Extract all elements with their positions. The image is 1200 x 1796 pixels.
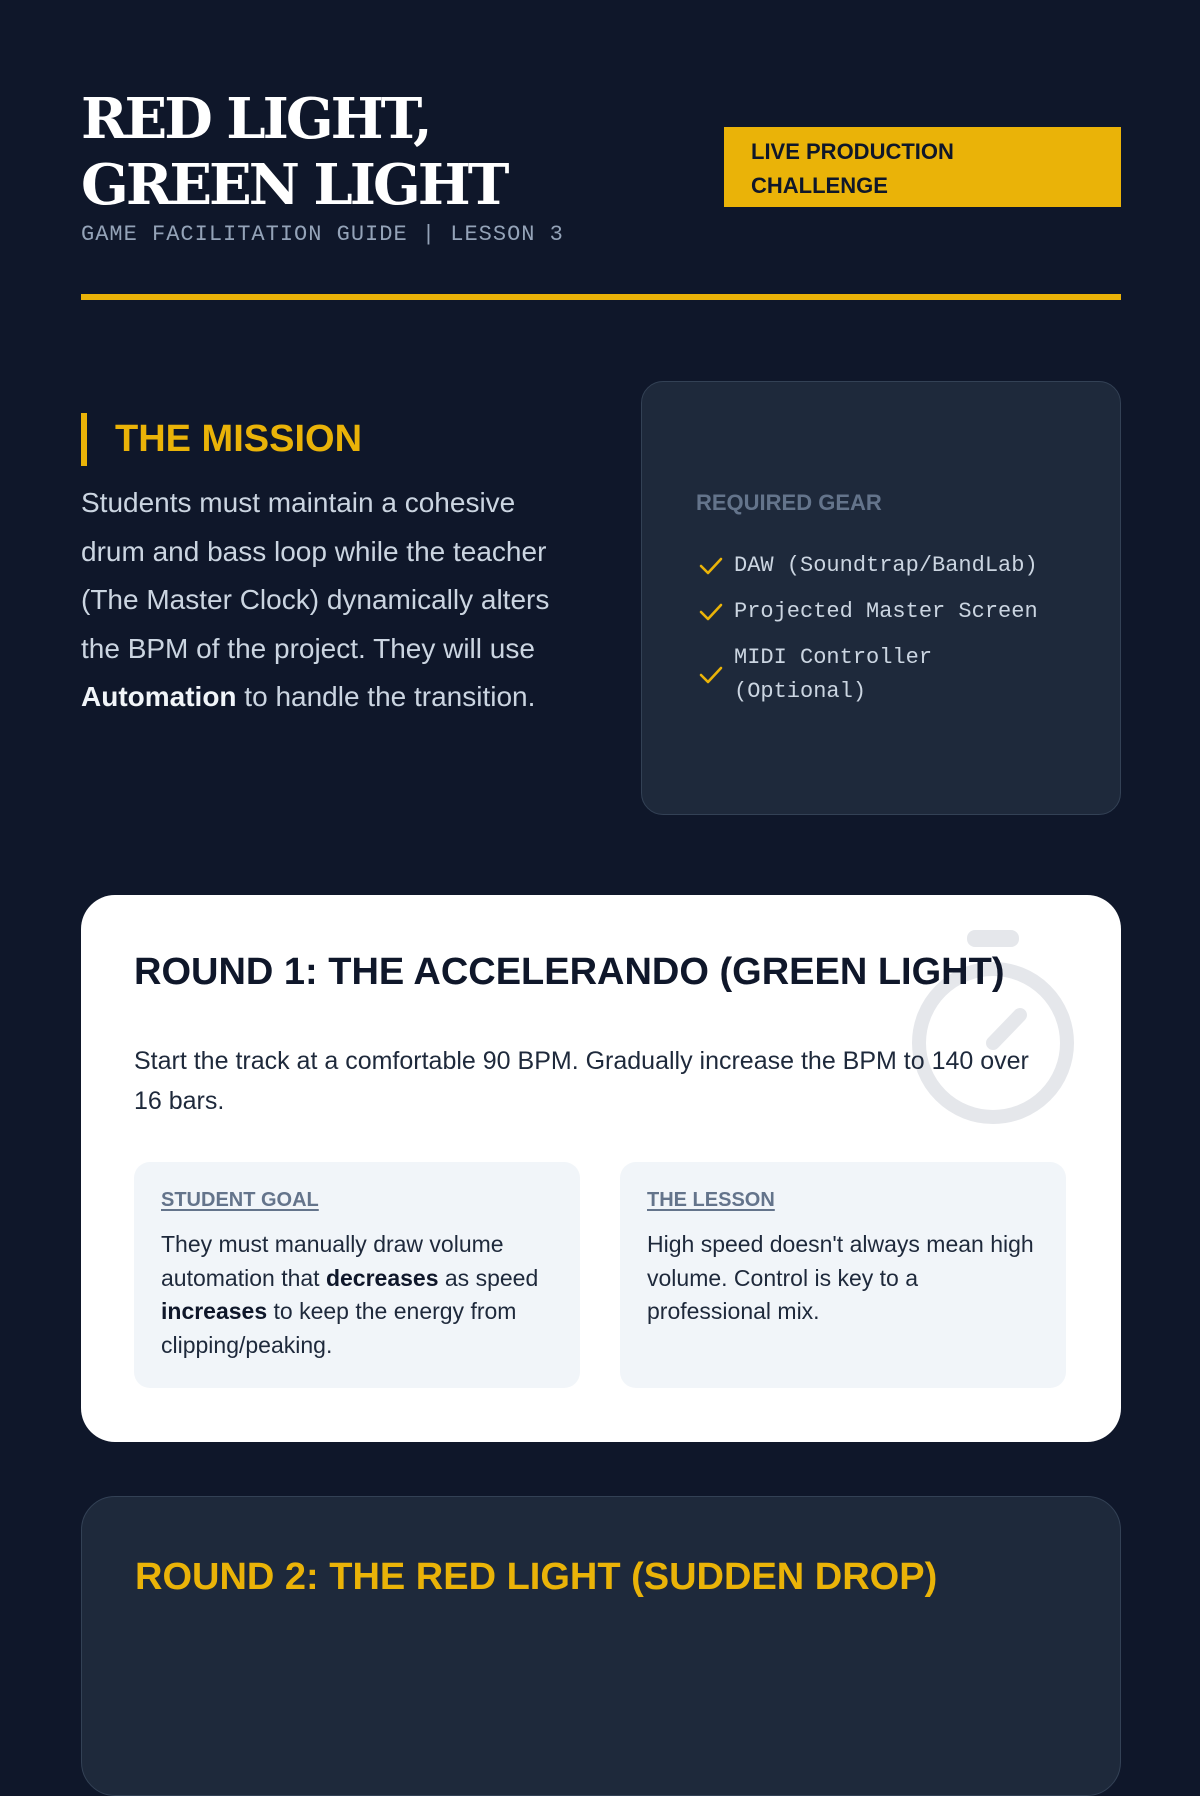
round-1-title: ROUND 1: THE ACCELERANDO (GREEN LIGHT) (134, 951, 1005, 993)
check-icon (696, 597, 726, 627)
student-goal-label: STUDENT GOAL (161, 1189, 319, 1211)
gear-item (696, 641, 1056, 709)
lesson-label: THE LESSON (647, 1189, 775, 1211)
page-subtitle: GAME FACILITATION GUIDE | LESSON 3 (81, 222, 564, 247)
check-icon (696, 660, 726, 690)
student-goal-emphasis: decreases (325, 1264, 439, 1291)
round-2-card (81, 1496, 1121, 1796)
required-gear-card (641, 381, 1121, 815)
student-goal-text-part: They must manually draw volume automation that (161, 1231, 504, 1291)
mission-heading: THE MISSION (81, 413, 362, 466)
student-goal-text-part: to keep the energy from clipping/peaking. (161, 1298, 517, 1358)
gear-item (696, 595, 1038, 629)
round-2-title: ROUND 2: THE RED LIGHT (SUDDEN DROP) (135, 1556, 938, 1598)
challenge-badge: LIVE PRODUCTION CHALLENGE (724, 127, 1121, 207)
lesson-text: High speed doesn't always mean high volume. Control is key to a professional mix. (647, 1231, 1034, 1324)
round-1-card (81, 895, 1121, 1442)
student-goal-text-part: as speed (438, 1264, 539, 1291)
gear-item-label: MIDI Controller (Optional) (734, 645, 946, 704)
header-divider (81, 294, 1121, 300)
round-1-description: Start the track at a comfortable 90 BPM. Gradually increase the BPM to 140 over 16 bars. (134, 1047, 1029, 1115)
gear-item-label: Projected Master Screen (734, 599, 1038, 624)
mission-text (81, 479, 561, 722)
gear-item-label: DAW (Soundtrap/BandLab) (734, 553, 1038, 578)
mission-text-after: to handle the transition. (236, 681, 536, 713)
page-title: RED LIGHT, GREEN LIGHT (81, 86, 507, 218)
required-gear-label: REQUIRED GEAR (696, 490, 882, 515)
lesson-box (620, 1162, 1066, 1388)
mission-text-before: Students must maintain a cohesive drum and bass loop while the teacher (The Master Clock) dynamically alters the BPM of the project. They will use (81, 487, 550, 664)
mission-text-bold: Automation (81, 681, 237, 713)
page-header (81, 86, 1121, 306)
student-goal-text (161, 1228, 554, 1362)
student-goal-box (134, 1162, 580, 1388)
student-goal-emphasis: increases (161, 1298, 268, 1324)
gear-item (696, 549, 1038, 583)
check-icon (696, 551, 726, 581)
